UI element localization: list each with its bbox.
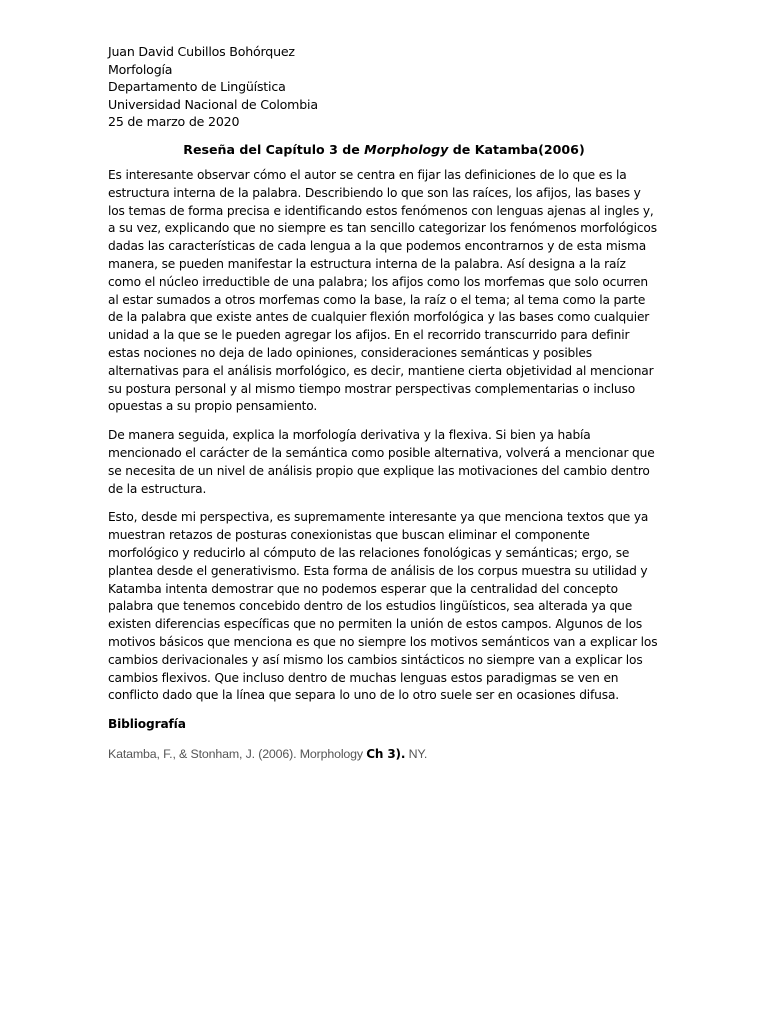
university-name: Universidad Nacional de Colombia [108,96,318,112]
bibliography-heading: Bibliografía [108,717,186,732]
bibliography-entry [108,746,660,764]
document-title [0,141,768,158]
bibliography-entry-end: NY. [405,746,428,761]
document-body [108,167,660,764]
department-name: Departamento de Lingüística [108,79,286,95]
body-paragraph-1: Es interesante observar cómo el autor se centra en fijar las definiciones de lo que es la estructura interna de la palabra. Describiendo lo que son las raíces, los afijos, las bases y los temas de forma precisa e identificando estos fenómenos con lenguas ajenas al ingles y, a su vez, explicando que no siempre es tan sencillo categorizar los fenómenos morfológicos dadas las características de cada lengua a la que podemos encontrarnos y de esta misma manera, se pueden manifestar la estructura interna de la palabra. Así designa a la raíz como el núcleo irreductible de una palabra; los afijos como los morfemas que solo ocurren al estar sumados a otros morfemas como la base, la raíz o el tema; al tema como la parte de la palabra que existe antes de cualquier flexión morfológica y las bases como cualquier unidad a la que se le pueden agregar los afijos. En el recorrido transcurrido para definir estas nociones no deja de lado opiniones, consideraciones semánticas y posibles alternativas para el análisis morfológico, es decir, mantiene cierta objetividad al mencionar su postura personal y al mismo tiempo mostrar perspectivas complementarias o incluso opuestas a su propio pensamiento. [108,168,657,414]
document-header [108,43,318,131]
course-name: Morfología [108,61,173,77]
bibliography-entry-main: Katamba, F., & Stonham, J. (2006). Morphology [108,746,367,761]
bibliography-entry-bold: Ch 3). [366,746,406,761]
author-name: Juan David Cubillos Bohórquez [108,44,295,59]
title-suffix: de Katamba(2006) [448,142,585,157]
title-prefix: Reseña del Capítulo 3 de [183,142,365,157]
body-paragraph-3: Esto, desde mi perspectiva, es supremamente interesante ya que menciona textos que ya muestran retazos de posturas conexionistas que buscan eliminar el componente morfológico y reducirlo al cómputo de las relaciones fonológicas y semánticas; ergo, se plantea desde el generativismo. Esta forma de análisis de los corpus muestra su utilidad y Katamba intenta demostrar que no podemos esperar que la centralidad del concepto palabra que tenemos concebido dentro de los estudios lingüísticos, sea alterada ya que existen diferencias específicas que no permiten la unión de estos campos. Algunos de los motivos básicos que menciona es que no siempre los motivos semánticos van a explicar los cambios derivacionales y así mismo los cambios sintácticos no siempre van a explicar los cambios flexivos. Que incluso dentro de muchas lenguas estos paradigmas se ven en conflicto dado que la línea que separa lo uno de lo otro suele ser en ocasiones difusa. [108,510,658,703]
title-italic: Morphology [364,142,449,157]
body-paragraph-2: De manera seguida, explica la morfología derivativa y la flexiva. Si bien ya había mencionado el carácter de la semántica como posible alternativa, volverá a mencionar que se necesita de un nivel de análisis propio que explique las motivaciones del cambio dentro de la estructura. [108,428,655,496]
document-date: 25 de marzo de 2020 [108,114,240,130]
